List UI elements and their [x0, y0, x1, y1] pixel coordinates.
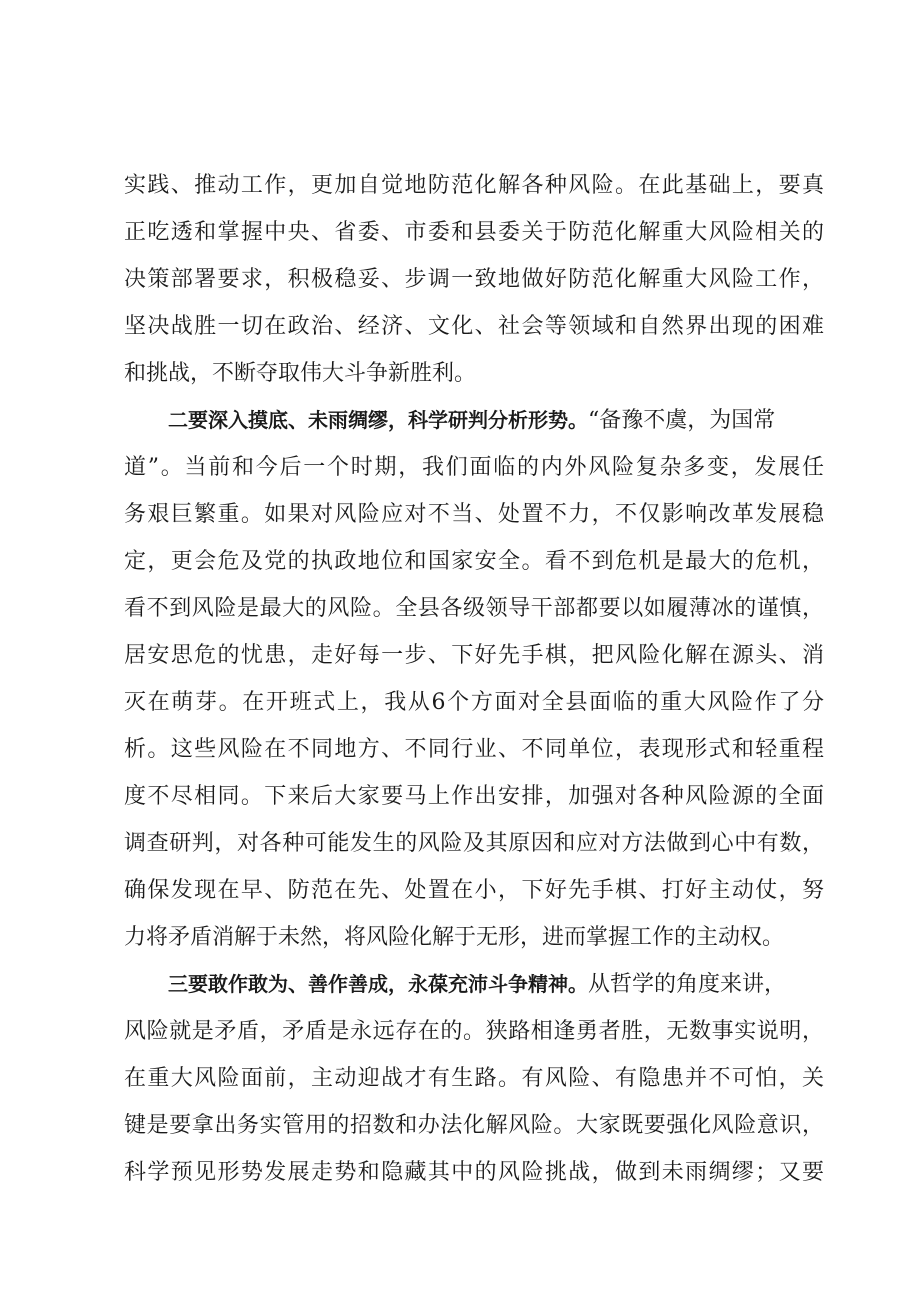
text-line: 度不尽相同。下来后大家要马上作出安排，加强对各种风险源的全面: [124, 784, 824, 809]
text-line: 调查研判，对各种可能发生的风险及其原因和应对方法做到心中有数，: [124, 831, 824, 856]
text-line: 科学预见形势发展走势和隐藏其中的风险挑战，做到未雨绸缪；又要: [124, 1160, 824, 1185]
text-line: 键是要拿出务实管用的招数和办法化解风险。大家既要强化风险意识，: [124, 1113, 824, 1138]
text-line: 确保发现在早、防范在先、处置在小，下好先手棋、打好主动仗，努: [124, 878, 824, 903]
paragraph-2: [124, 397, 824, 961]
section-heading: 三要敢作敢为、善作善成，永葆充沛斗争精神。: [168, 972, 588, 996]
text-run: 从哲学的角度来讲，: [588, 972, 787, 997]
text-line: 看不到风险是最大的风险。全县各级领导干部都要以如履薄冰的谨慎，: [124, 596, 824, 621]
text-line: 析。这些风险在不同地方、不同行业、不同单位，表现形式和轻重程: [124, 737, 824, 762]
text-line: 实践、推动工作，更加自觉地防范化解各种风险。在此基础上，要真: [124, 173, 824, 198]
text-line: 和挑战，不断夺取伟大斗争新胜利。: [124, 361, 477, 386]
text-line: 风险就是矛盾，矛盾是永远存在的。狭路相逢勇者胜，无数事实说明，: [124, 1019, 824, 1044]
document-body: [124, 162, 824, 1196]
text-run: “备豫不虞，为国常: [588, 408, 776, 433]
text-line: 在重大风险面前，主动迎战才有生路。有风险、有隐患并不可怕，关: [124, 1066, 824, 1091]
text-line: 道”。当前和今后一个时期，我们面临的内外风险复杂多变，发展任: [124, 455, 824, 480]
text-line: 务艰巨繁重。如果对风险应对不当、处置不力，不仅影响改革发展稳: [124, 502, 824, 527]
paragraph-1: [124, 162, 824, 397]
text-line: 居安思危的忧患，走好每一步、下好先手棋，把风险化解在源头、消: [124, 643, 824, 668]
paragraph-first-line: [124, 961, 824, 1008]
text-line: 决策部署要求，积极稳妥、步调一致地做好防范化解重大风险工作，: [124, 267, 824, 292]
text-line: 力将矛盾消解于未然，将风险化解于无形，进而掌握工作的主动权。: [124, 925, 785, 950]
paragraph-first-line: [124, 397, 824, 444]
text-line: 正吃透和掌握中央、省委、市委和县委关于防范化解重大风险相关的: [124, 220, 824, 245]
text-line: 灭在萌芽。在开班式上，我从6个方面对全县面临的重大风险作了分: [124, 690, 824, 715]
text-line: 定，更会危及党的执政地位和国家安全。看不到危机是最大的危机，: [124, 549, 824, 574]
paragraph-3: [124, 961, 824, 1196]
section-heading: 二要深入摸底、未雨绸缪，科学研判分析形势。: [168, 408, 588, 432]
text-line: 坚决战胜一切在政治、经济、文化、社会等领域和自然界出现的困难: [124, 314, 824, 339]
